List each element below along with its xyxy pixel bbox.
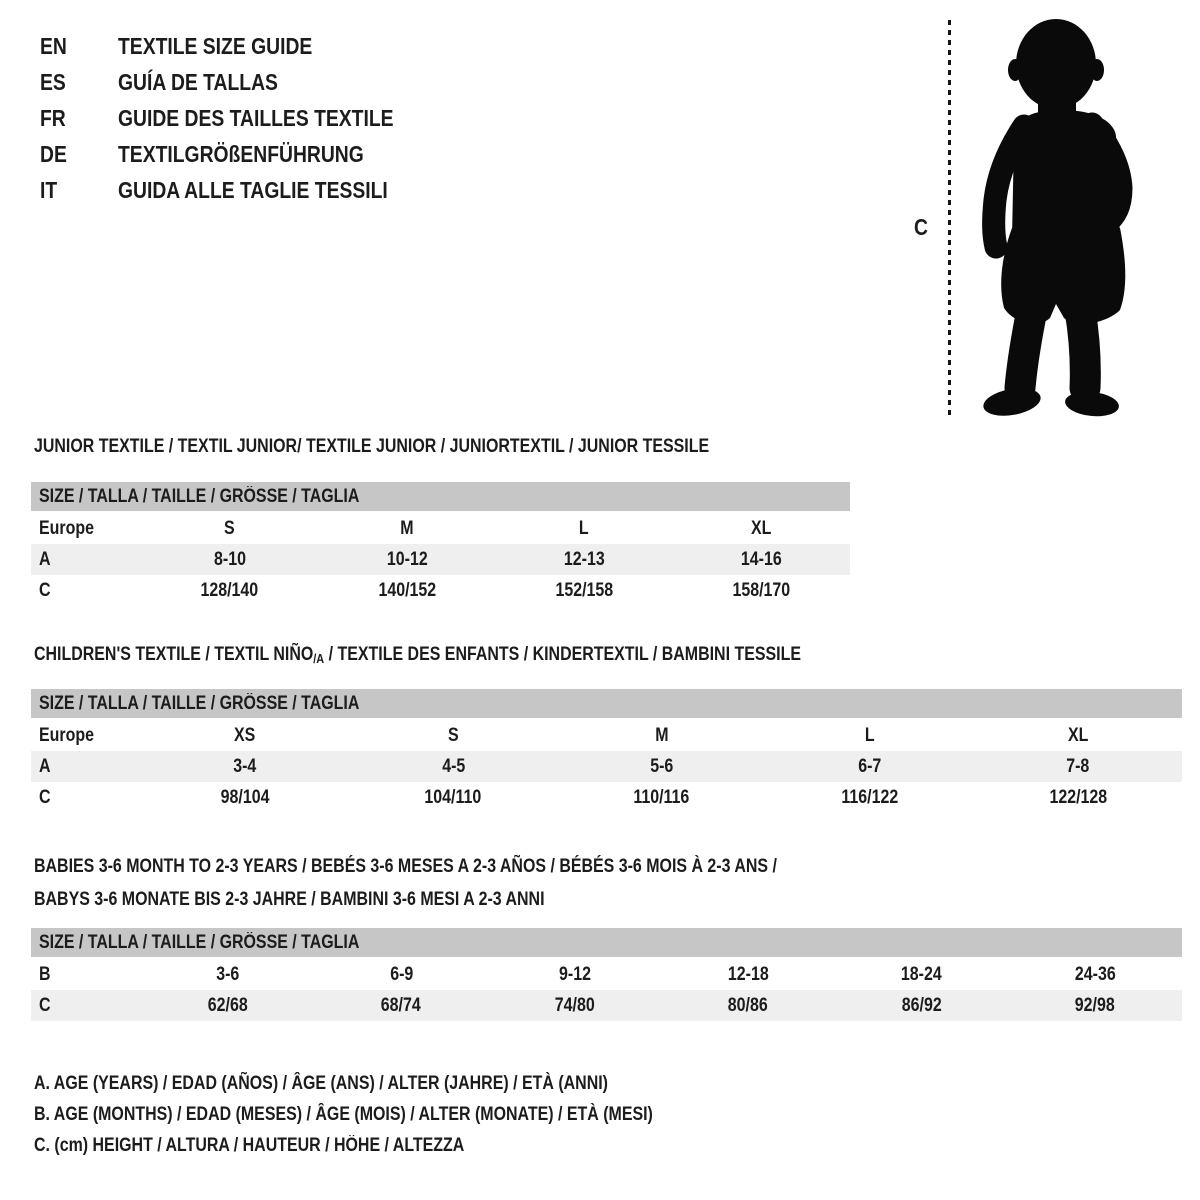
legend-line-a: A. AGE (YEARS) / EDAD (AÑOS) / ÂGE (ANS) / ALTER (JAHRE) / ETÀ (ANNI)	[34, 1072, 608, 1094]
junior-section-title: JUNIOR TEXTILE / TEXTIL JUNIOR/ TEXTILE JUNIOR / JUNIORTEXTIL / JUNIOR TESSILE	[34, 436, 710, 457]
language-title-list	[40, 28, 446, 208]
children-size-table	[31, 689, 1182, 813]
legend-line-c: C. (cm) HEIGHT / ALTURA / HAUTEUR / HÖHE / ALTEZZA	[34, 1134, 465, 1156]
guide-title: TEXTILGRÖßENFÜHRUNG	[118, 140, 364, 167]
row-label: Europe	[39, 517, 94, 539]
table-row: B 3-6 6-9 9-12 12-18 18-24 24-36	[39, 963, 1116, 985]
row-label: A	[39, 548, 51, 570]
babies-size-table	[31, 928, 1182, 1021]
language-row	[40, 136, 446, 172]
language-row	[40, 172, 446, 208]
language-code: DE	[40, 140, 67, 167]
row-label: C	[39, 994, 51, 1016]
junior-size-table	[31, 482, 850, 606]
language-row	[40, 64, 446, 100]
row-label: B	[39, 963, 51, 985]
measurement-legend	[34, 1068, 771, 1161]
size-header-bar: SIZE / TALLA / TAILLE / GRÖSSE / TAGLIA	[31, 482, 850, 511]
size-header-bar: SIZE / TALLA / TAILLE / GRÖSSE / TAGLIA	[31, 689, 1182, 718]
guide-title: GUIDA ALLE TAGLIE TESSILI	[118, 176, 388, 203]
guide-title: GUÍA DE TALLAS	[118, 68, 278, 95]
row-label: Europe	[39, 724, 94, 746]
table-row: Europe XS S M L XL	[39, 724, 1089, 746]
toddler-silhouette-icon	[968, 10, 1140, 422]
table-row: C 98/104 104/110 110/116 116/122 122/128	[39, 786, 1107, 808]
guide-title: GUIDE DES TAILLES TEXTILE	[118, 104, 394, 131]
language-code: FR	[40, 104, 66, 131]
table-row: C 62/68 68/74 74/80 80/86 86/92 92/98	[31, 990, 1182, 1021]
guide-title: TEXTILE SIZE GUIDE	[118, 32, 313, 59]
size-header-bar: SIZE / TALLA / TAILLE / GRÖSSE / TAGLIA	[31, 928, 1182, 957]
language-row	[40, 100, 446, 136]
height-measure-label: C	[914, 214, 928, 240]
language-code: ES	[40, 68, 66, 95]
children-section-title: CHILDREN'S TEXTILE / TEXTIL NIÑO/A / TEXTILE DES ENFANTS / KINDERTEXTIL / BAMBINI TESSILE	[34, 644, 801, 666]
row-label: C	[39, 579, 51, 601]
language-row	[40, 28, 446, 64]
table-row: A 8-10 10-12 12-13 14-16	[31, 544, 850, 575]
row-label: C	[39, 786, 51, 808]
language-code: IT	[40, 176, 58, 203]
legend-line-b: B. AGE (MONTHS) / EDAD (MESES) / ÂGE (MOIS) / ALTER (MONATE) / ETÀ (MESI)	[34, 1103, 653, 1125]
row-label: A	[39, 755, 51, 777]
language-code: EN	[40, 32, 67, 59]
babies-section-title: BABIES 3-6 MONTH TO 2-3 YEARS / BEBÉS 3-6 MESES A 2-3 AÑOS / BÉBÉS 3-6 MOIS À 2-3 ANS / BABYS 3-6 MONATE BIS 2-3 JAHRE / BAMBINI 3-6 MESI A 2-3 ANNI	[34, 856, 777, 910]
table-row: C 128/140 140/152 152/158 158/170	[39, 579, 791, 601]
table-row: A 3-4 4-5 5-6 6-7 7-8	[31, 751, 1182, 782]
nino-a-subscript: /A	[313, 651, 325, 666]
table-row: Europe S M L XL	[39, 517, 772, 539]
height-dotted-line	[948, 20, 951, 418]
